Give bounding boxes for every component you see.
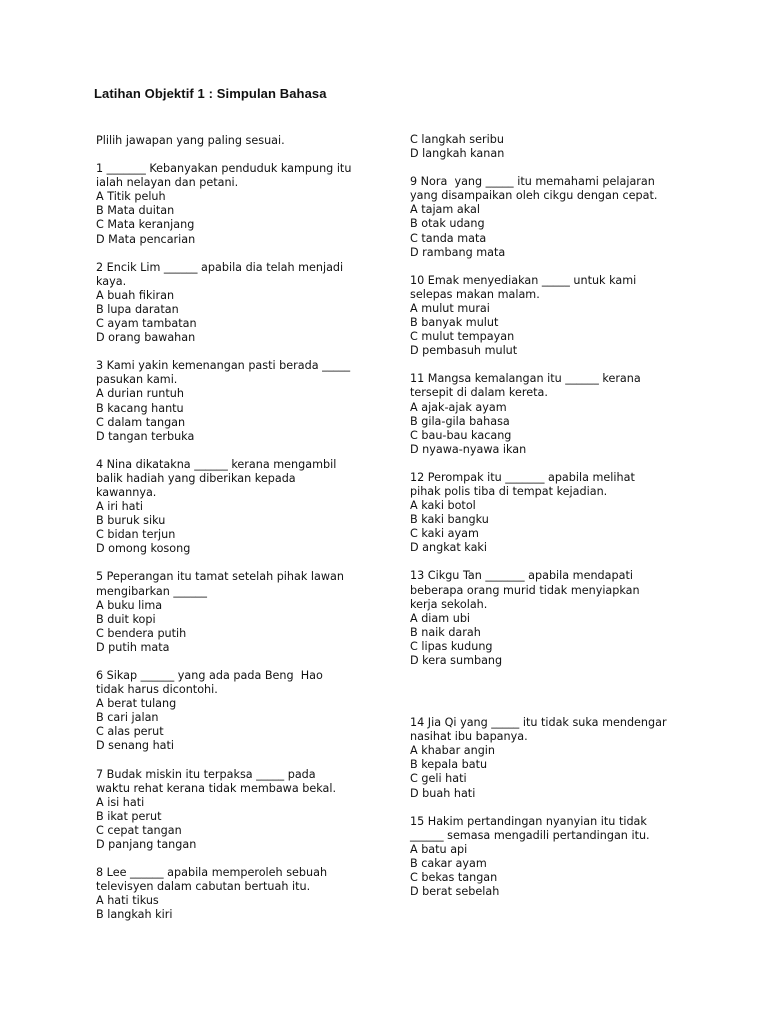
question-stem-line: 8 Lee ______ apabila memperoleh sebuah [96, 866, 328, 880]
answer-option: B langkah kiri [96, 908, 173, 922]
question-stem-line: kerja sekolah. [410, 597, 488, 611]
question-stem-line: tersepit di dalam kereta. [410, 386, 548, 400]
question-8-continuation [410, 133, 710, 161]
answer-option: C ayam tambatan [96, 317, 197, 331]
answer-option: A iri hati [96, 500, 144, 514]
answer-option: A ajak-ajak ayam [410, 400, 507, 414]
question-stem-line: televisyen dalam cabutan bertuah itu. [96, 880, 311, 894]
answer-option: B duit kopi [96, 612, 156, 626]
answer-option: A buah fikiran [96, 288, 175, 302]
answer-option: C cepat tangan [96, 823, 182, 837]
answer-option: D angkat kaki [410, 541, 488, 555]
answer-option: D berat sebelah [410, 885, 500, 899]
answer-option: C dalam tangan [96, 415, 186, 429]
answer-option: B cakar ayam [410, 856, 487, 870]
question-block [410, 471, 710, 556]
answer-option: B otak udang [410, 217, 485, 231]
question-stem-line: 15 Hakim pertandingan nyanyian itu tidak [410, 814, 647, 828]
answer-option: D pembasuh mulut [410, 344, 518, 358]
answer-option: C bendera putih [96, 626, 187, 640]
answer-option: A buku lima [96, 598, 163, 612]
question-stem-line: 6 Sikap ______ yang ada pada Beng Hao [96, 669, 323, 682]
question-stem-line: selepas makan malam. [410, 287, 540, 301]
instruction-text: Plilih jawapan yang paling sesuai. [96, 134, 285, 147]
answer-option: C bidan terjun [96, 528, 176, 542]
right-column [410, 133, 710, 913]
question-stem-line: 5 Peperangan itu tamat setelah pihak lawan [96, 570, 344, 584]
answer-option: A tajam akal [410, 203, 480, 217]
question-stem-line: nasihat ibu bapanya. [410, 730, 528, 744]
answer-option: B kaki bangku [410, 513, 489, 527]
question-stem-line: 13 Cikgu Tan _______ apabila mendapati [410, 569, 633, 583]
answer-option: B lupa daratan [96, 302, 179, 316]
answer-option: B kepala batu [410, 758, 488, 772]
question-stem-line: 1 _______ Kebanyakan penduduk kampung itu [96, 162, 352, 176]
answer-option: B naik darah [410, 625, 481, 639]
question-stem-line: 12 Perompak itu _______ apabila melihat [410, 470, 635, 484]
answer-option: A berat tulang [96, 697, 177, 711]
question-stem-line: yang disampaikan oleh cikgu dengan cepat. [410, 189, 658, 203]
question-block [410, 175, 710, 260]
question-stem-line: pasukan kami. [96, 373, 178, 387]
question-block [410, 372, 710, 457]
answer-option: C bekas tangan [410, 871, 498, 885]
answer-option: D rambang mata [410, 245, 506, 259]
answer-option: D tangan terbuka [96, 429, 195, 443]
question-stem-line: kaya. [96, 274, 127, 288]
answer-option: A isi hati [96, 795, 145, 809]
answer-option: D panjang tangan [96, 838, 197, 852]
question-block [410, 569, 710, 668]
answer-option: B kacang hantu [96, 401, 184, 415]
question-stem-line: tidak harus dicontohi. [96, 683, 218, 697]
right-question-list [410, 175, 710, 899]
answer-option: B cari jalan [96, 711, 159, 725]
answer-option: C mulut tempayan [410, 330, 515, 344]
answer-option: B buruk siku [96, 514, 166, 528]
answer-option: C langkah seribu [410, 133, 504, 146]
answer-option: C kaki ayam [410, 527, 479, 541]
question-block [96, 261, 396, 346]
answer-option: A Titik peluh [96, 190, 166, 204]
answer-option: C geli hati [410, 772, 467, 786]
answer-option: A durian runtuh [96, 387, 184, 401]
question-stem-line: mengibarkan ______ [96, 584, 207, 598]
question-stem-line: 11 Mangsa kemalangan itu ______ kerana [410, 372, 641, 386]
answer-option: A mulut murai [410, 301, 490, 315]
answer-option: B ikat perut [96, 809, 162, 823]
answer-option: D Mata pencarian [96, 232, 196, 246]
question-block [96, 570, 396, 655]
answer-option: C Mata keranjang [96, 218, 195, 232]
question-block [410, 815, 710, 900]
question-stem-line: 4 Nina dikatakna ______ kerana mengambil [96, 457, 337, 471]
answer-option: B banyak mulut [410, 316, 499, 330]
answer-option: D senang hati [96, 739, 175, 753]
question-stem-line: 14 Jia Qi yang _____ itu tidak suka mendengar [410, 716, 667, 730]
question-stem-line: 9 Nora yang _____ itu memahami pelajaran [410, 175, 655, 189]
answer-option: A hati tikus [96, 894, 159, 908]
answer-option: D putih mata [96, 640, 170, 654]
answer-option: C alas perut [96, 725, 164, 739]
answer-option: A kaki botol [410, 499, 476, 513]
question-stem-line: 10 Emak menyediakan _____ untuk kami [410, 273, 637, 287]
question-stem-line: ialah nelayan dan petani. [96, 176, 239, 190]
answer-option: C bau-bau kacang [410, 428, 512, 442]
answer-option: D kera sumbang [410, 654, 503, 667]
question-stem-line: waktu rehat kerana tidak membawa bekal. [96, 781, 337, 795]
question-block [96, 458, 396, 557]
worksheet-title: Latihan Objektif 1 : Simpulan Bahasa [94, 86, 327, 101]
answer-option: D nyawa-nyawa ikan [410, 442, 527, 456]
question-block [96, 768, 396, 853]
question-stem-line: 7 Budak miskin itu terpaksa _____ pada [96, 767, 316, 781]
answer-option: D buah hati [410, 786, 476, 800]
question-stem-line: 3 Kami yakin kemenangan pasti berada _____ [96, 359, 351, 373]
answer-option: B gila-gila bahasa [410, 414, 510, 428]
answer-option: D orang bawahan [96, 331, 196, 345]
answer-option: A diam ubi [410, 611, 471, 625]
left-question-list [96, 162, 396, 922]
question-stem-line: ______ semasa mengadili pertandingan itu. [410, 828, 650, 842]
question-stem-line: kawannya. [96, 485, 157, 499]
answer-option: A khabar angin [410, 744, 495, 758]
question-block [96, 866, 396, 922]
question-block [410, 274, 710, 359]
answer-option: D langkah kanan [410, 147, 505, 161]
answer-option: A batu api [410, 842, 468, 856]
answer-option: B Mata duitan [96, 204, 175, 218]
question-block [96, 669, 396, 754]
left-column [96, 134, 396, 937]
question-stem-line: 2 Encik Lim ______ apabila dia telah menjadi [96, 260, 344, 274]
question-stem-line: pihak polis tiba di tempat kejadian. [410, 484, 608, 498]
question-stem-line: balik hadiah yang diberikan kepada [96, 471, 296, 485]
question-block [410, 716, 710, 801]
answer-option: C tanda mata [410, 231, 487, 245]
answer-option: D omong kosong [96, 542, 191, 556]
answer-option: C lipas kudung [410, 639, 493, 653]
question-stem-line: beberapa orang murid tidak menyiapkan [410, 583, 640, 597]
question-block [96, 162, 396, 247]
question-block [96, 359, 396, 444]
